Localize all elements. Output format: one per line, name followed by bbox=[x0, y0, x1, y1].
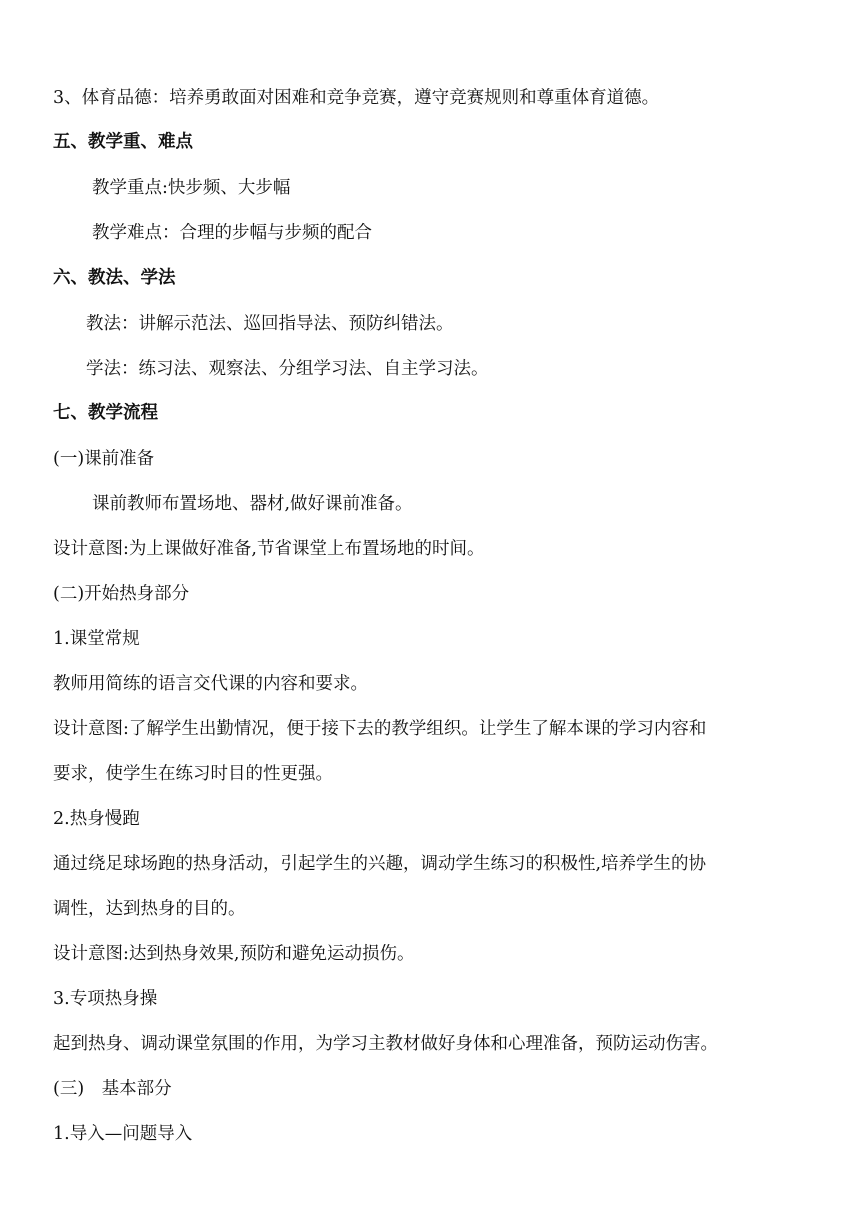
key-point-line: 教学重点:快步频、大步幅 bbox=[92, 178, 291, 198]
section-heading-process: 七、教学流程 bbox=[53, 403, 158, 423]
learning-method-line: 学法：练习法、观察法、分组学习法、自主学习法。 bbox=[86, 359, 489, 379]
special-warmup-line: 起到热身、调动课堂氛围的作用，为学习主教材做好身体和心理准备，预防运动伤害。 bbox=[53, 1034, 718, 1054]
design-intent-jog: 设计意图:达到热身效果,预防和避免运动损伤。 bbox=[53, 944, 415, 964]
subsection-basic-part: (三) 基本部分 bbox=[53, 1079, 172, 1099]
section-heading-key-points: 五、教学重、难点 bbox=[53, 132, 193, 152]
design-intent-routine-2: 要求，使学生在练习时目的性更强。 bbox=[53, 764, 333, 784]
difficult-point-line: 教学难点：合理的步幅与步频的配合 bbox=[92, 223, 372, 243]
warmup-jog-line-1: 通过绕足球场跑的热身活动，引起学生的兴趣，调动学生练习的积极性,培养学生的协 bbox=[53, 854, 707, 874]
item-introduction: 1.导入—问题导入 bbox=[53, 1124, 193, 1144]
preparation-line: 课前教师布置场地、器材,做好课前准备。 bbox=[92, 494, 413, 514]
subsection-preparation: (一)课前准备 bbox=[53, 449, 155, 469]
item-class-routine: 1.课堂常规 bbox=[53, 629, 140, 649]
teaching-method-line: 教法：讲解示范法、巡回指导法、预防纠错法。 bbox=[86, 314, 454, 334]
warmup-jog-line-2: 调性，达到热身的目的。 bbox=[53, 899, 246, 919]
item-warmup-jog: 2.热身慢跑 bbox=[53, 809, 140, 829]
moral-objective-line: 3、体育品德：培养勇敢面对困难和竞争竞赛，遵守竞赛规则和尊重体育道德。 bbox=[53, 88, 660, 108]
design-intent-preparation: 设计意图:为上课做好准备,节省课堂上布置场地的时间。 bbox=[53, 539, 485, 559]
subsection-warmup: (二)开始热身部分 bbox=[53, 584, 190, 604]
item-special-warmup: 3.专项热身操 bbox=[53, 989, 158, 1009]
class-routine-line: 教师用简练的语言交代课的内容和要求。 bbox=[53, 674, 368, 694]
section-heading-methods: 六、教法、学法 bbox=[53, 268, 176, 288]
design-intent-routine-1: 设计意图:了解学生出勤情况，便于接下去的教学组织。让学生了解本课的学习内容和 bbox=[53, 719, 707, 739]
